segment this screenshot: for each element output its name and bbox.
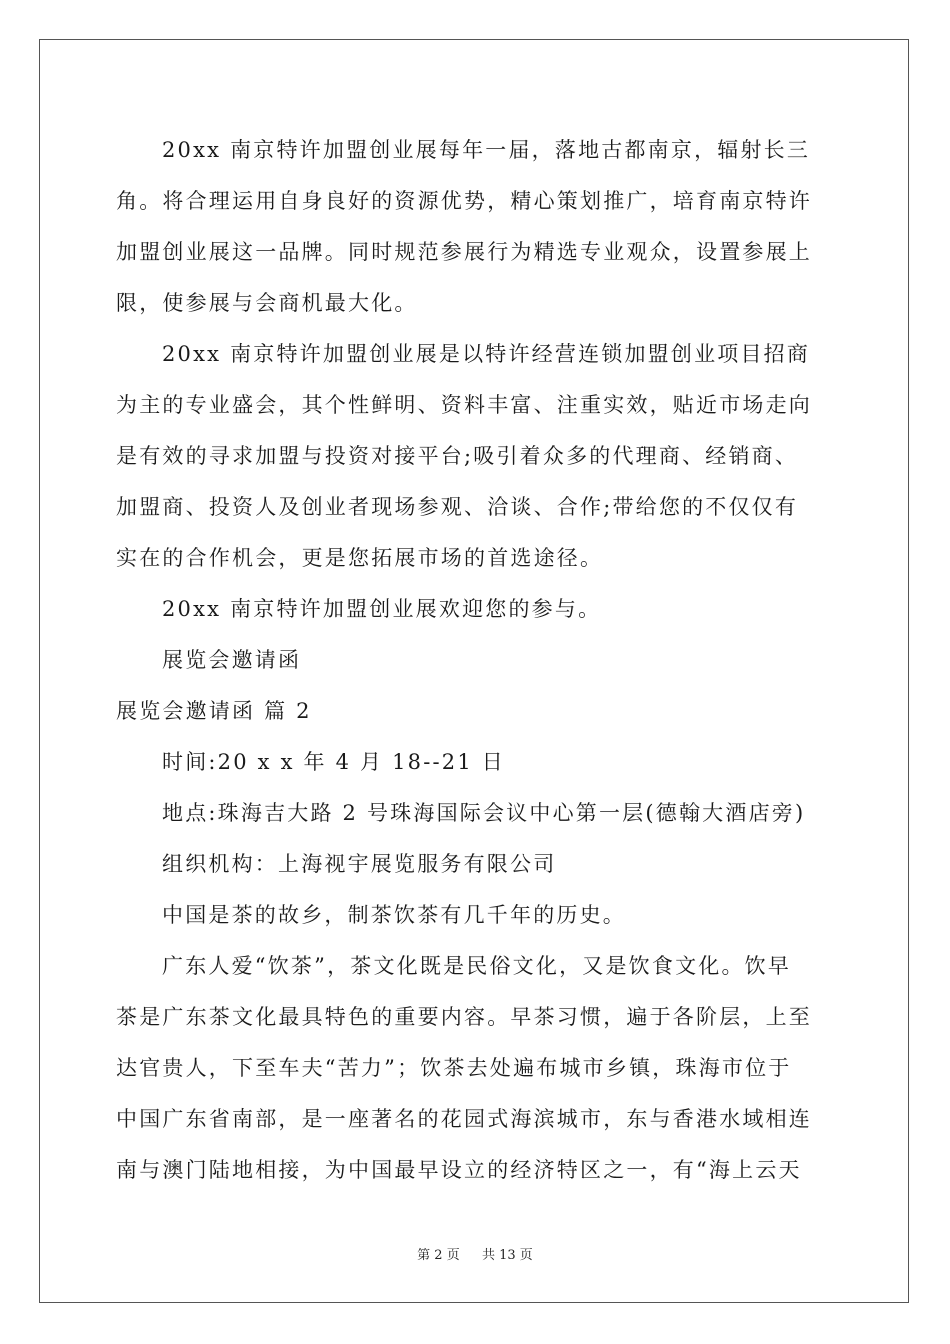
text-line: 达官贵人，下至车夫“苦力”；饮茶去处遍布城市乡镇，珠海市位于 [116,1056,792,1080]
text-line: 是有效的寻求加盟与投资对接平台;吸引着众多的代理商、经销商、 [116,444,799,468]
paragraph [116,125,836,329]
paragraph [116,737,836,788]
text-line: 20xx 南京特许加盟创业展是以特许经营连锁加盟创业项目招商 [162,342,811,366]
text-line: 展览会邀请函 [162,648,302,672]
paragraph [116,788,836,839]
text-line: 地点:珠海吉大路 2 号珠海国际会议中心第一层(德翰大酒店旁) [162,801,806,825]
text-line: 20xx 南京特许加盟创业展欢迎您的参与。 [162,597,602,621]
text-line: 角。将合理运用自身良好的资源优势，精心策划推广，培育南京特许 [116,189,812,213]
page-number: 第 2 页 [417,1248,460,1263]
paragraph [116,890,836,941]
text-line: 展览会邀请函 篇 2 [116,699,312,723]
page-total: 共 13 页 [482,1248,533,1263]
paragraph [116,839,836,890]
text-line: 限，使参展与会商机最大化。 [116,291,418,315]
paragraph [116,941,836,1196]
text-line: 中国广东省南部，是一座著名的花园式海滨城市，东与香港水域相连 [116,1107,812,1131]
paragraph [116,584,836,635]
paragraph [116,635,836,686]
text-line: 南与澳门陆地相接，为中国最早设立的经济特区之一，有“海上云天 [116,1158,802,1182]
text-line: 组织机构：上海视宇展览服务有限公司 [162,852,557,876]
document-body [116,125,836,1196]
text-line: 茶是广东茶文化最具特色的重要内容。早茶习惯，遍于各阶层，上至 [116,1005,812,1029]
text-line: 20xx 南京特许加盟创业展每年一届，落地古都南京，辐射长三 [162,138,811,162]
text-line: 加盟创业展这一品牌。同时规范参展行为精选专业观众，设置参展上 [116,240,812,264]
text-line: 为主的专业盛会，其个性鲜明、资料丰富、注重实效，贴近市场走向 [116,393,812,417]
text-line: 时间:20 x x 年 4 月 18--21 日 [162,750,506,774]
text-line: 实在的合作机会，更是您拓展市场的首选途径。 [116,546,604,570]
text-line: 加盟商、投资人及创业者现场参观、洽谈、合作;带给您的不仅仅有 [116,495,799,519]
paragraph [116,686,836,737]
text-line: 中国是茶的故乡，制茶饮茶有几千年的历史。 [162,903,626,927]
page-footer [0,1244,950,1263]
paragraph [116,329,836,584]
text-line: 广东人爱“饮茶”，茶文化既是民俗文化，又是饮食文化。饮早 [162,954,792,978]
